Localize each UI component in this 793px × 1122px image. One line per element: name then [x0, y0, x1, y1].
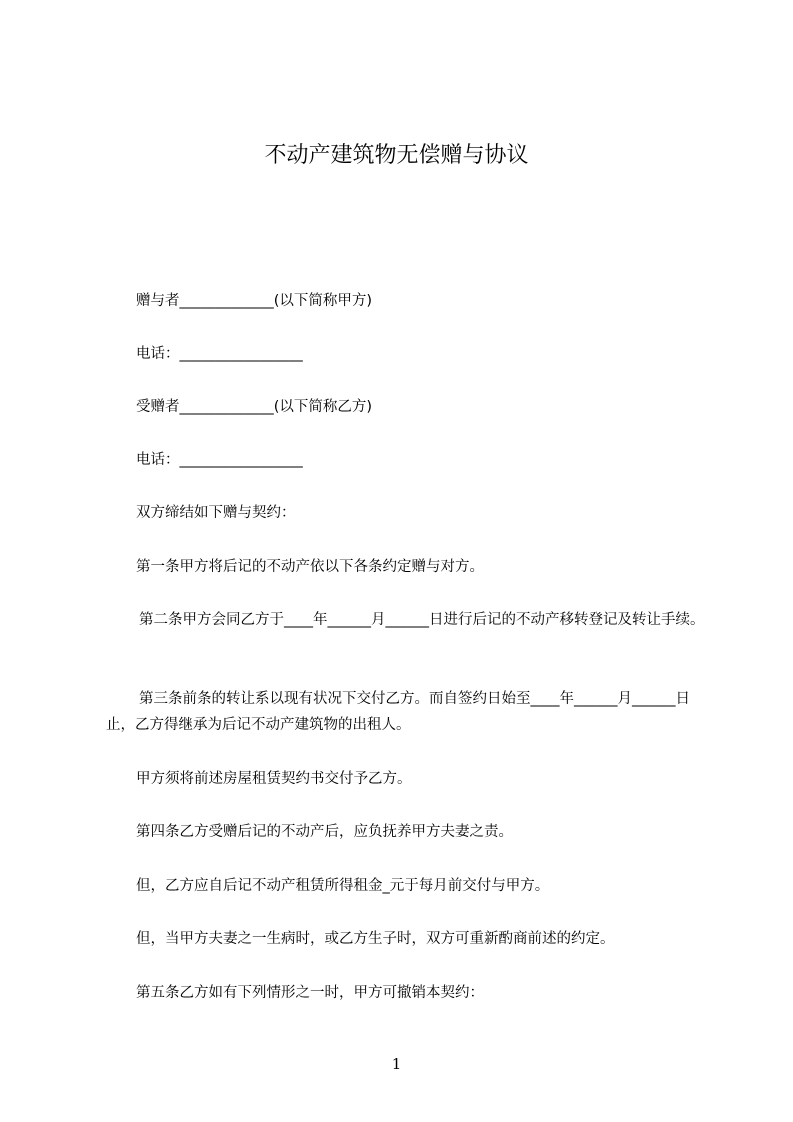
article-5: 第五条乙方如有下列情形之一时，甲方可撤销本契约：	[136, 985, 484, 1001]
recipient-line: 受赠者_____________(以下简称乙方)	[136, 399, 373, 415]
article-4-rent-clause: 但，乙方应自后记不动产租赁所得租金_元于每月前交付与甲方。	[136, 878, 550, 894]
article-3: 第三条前条的转让系以现有状况下交付乙方。而自签约日始至____年______月______日止，乙方得继承为后记不动产建筑物的出租人。	[106, 691, 690, 733]
article-1: 第一条甲方将后记的不动产依以下各条约定赠与对方。	[136, 559, 484, 575]
contract-intro: 双方缔结如下赠与契约：	[136, 505, 296, 521]
article-2: 第二条甲方会同乙方于____年______月______日进行后记的不动产移转登记及转让手续。	[139, 612, 705, 628]
article-4: 第四条乙方受赠后记的不动产后，应负抚养甲方夫妻之责。	[136, 824, 513, 840]
document-title: 不动产建筑物无偿赠与协议	[264, 143, 529, 168]
article-4-renegotiation-clause: 但，当甲方夫妻之一生病时，或乙方生子时，双方可重新酌商前述的约定。	[136, 931, 615, 947]
donor-phone-line: 电话：_________________	[136, 346, 303, 362]
page-number: 1	[391, 1055, 402, 1073]
article-3-note: 甲方须将前述房屋租赁契约书交付予乙方。	[136, 771, 412, 787]
recipient-phone-line: 电话：_________________	[136, 452, 303, 468]
donor-line: 赠与者_____________(以下简称甲方)	[136, 293, 373, 309]
